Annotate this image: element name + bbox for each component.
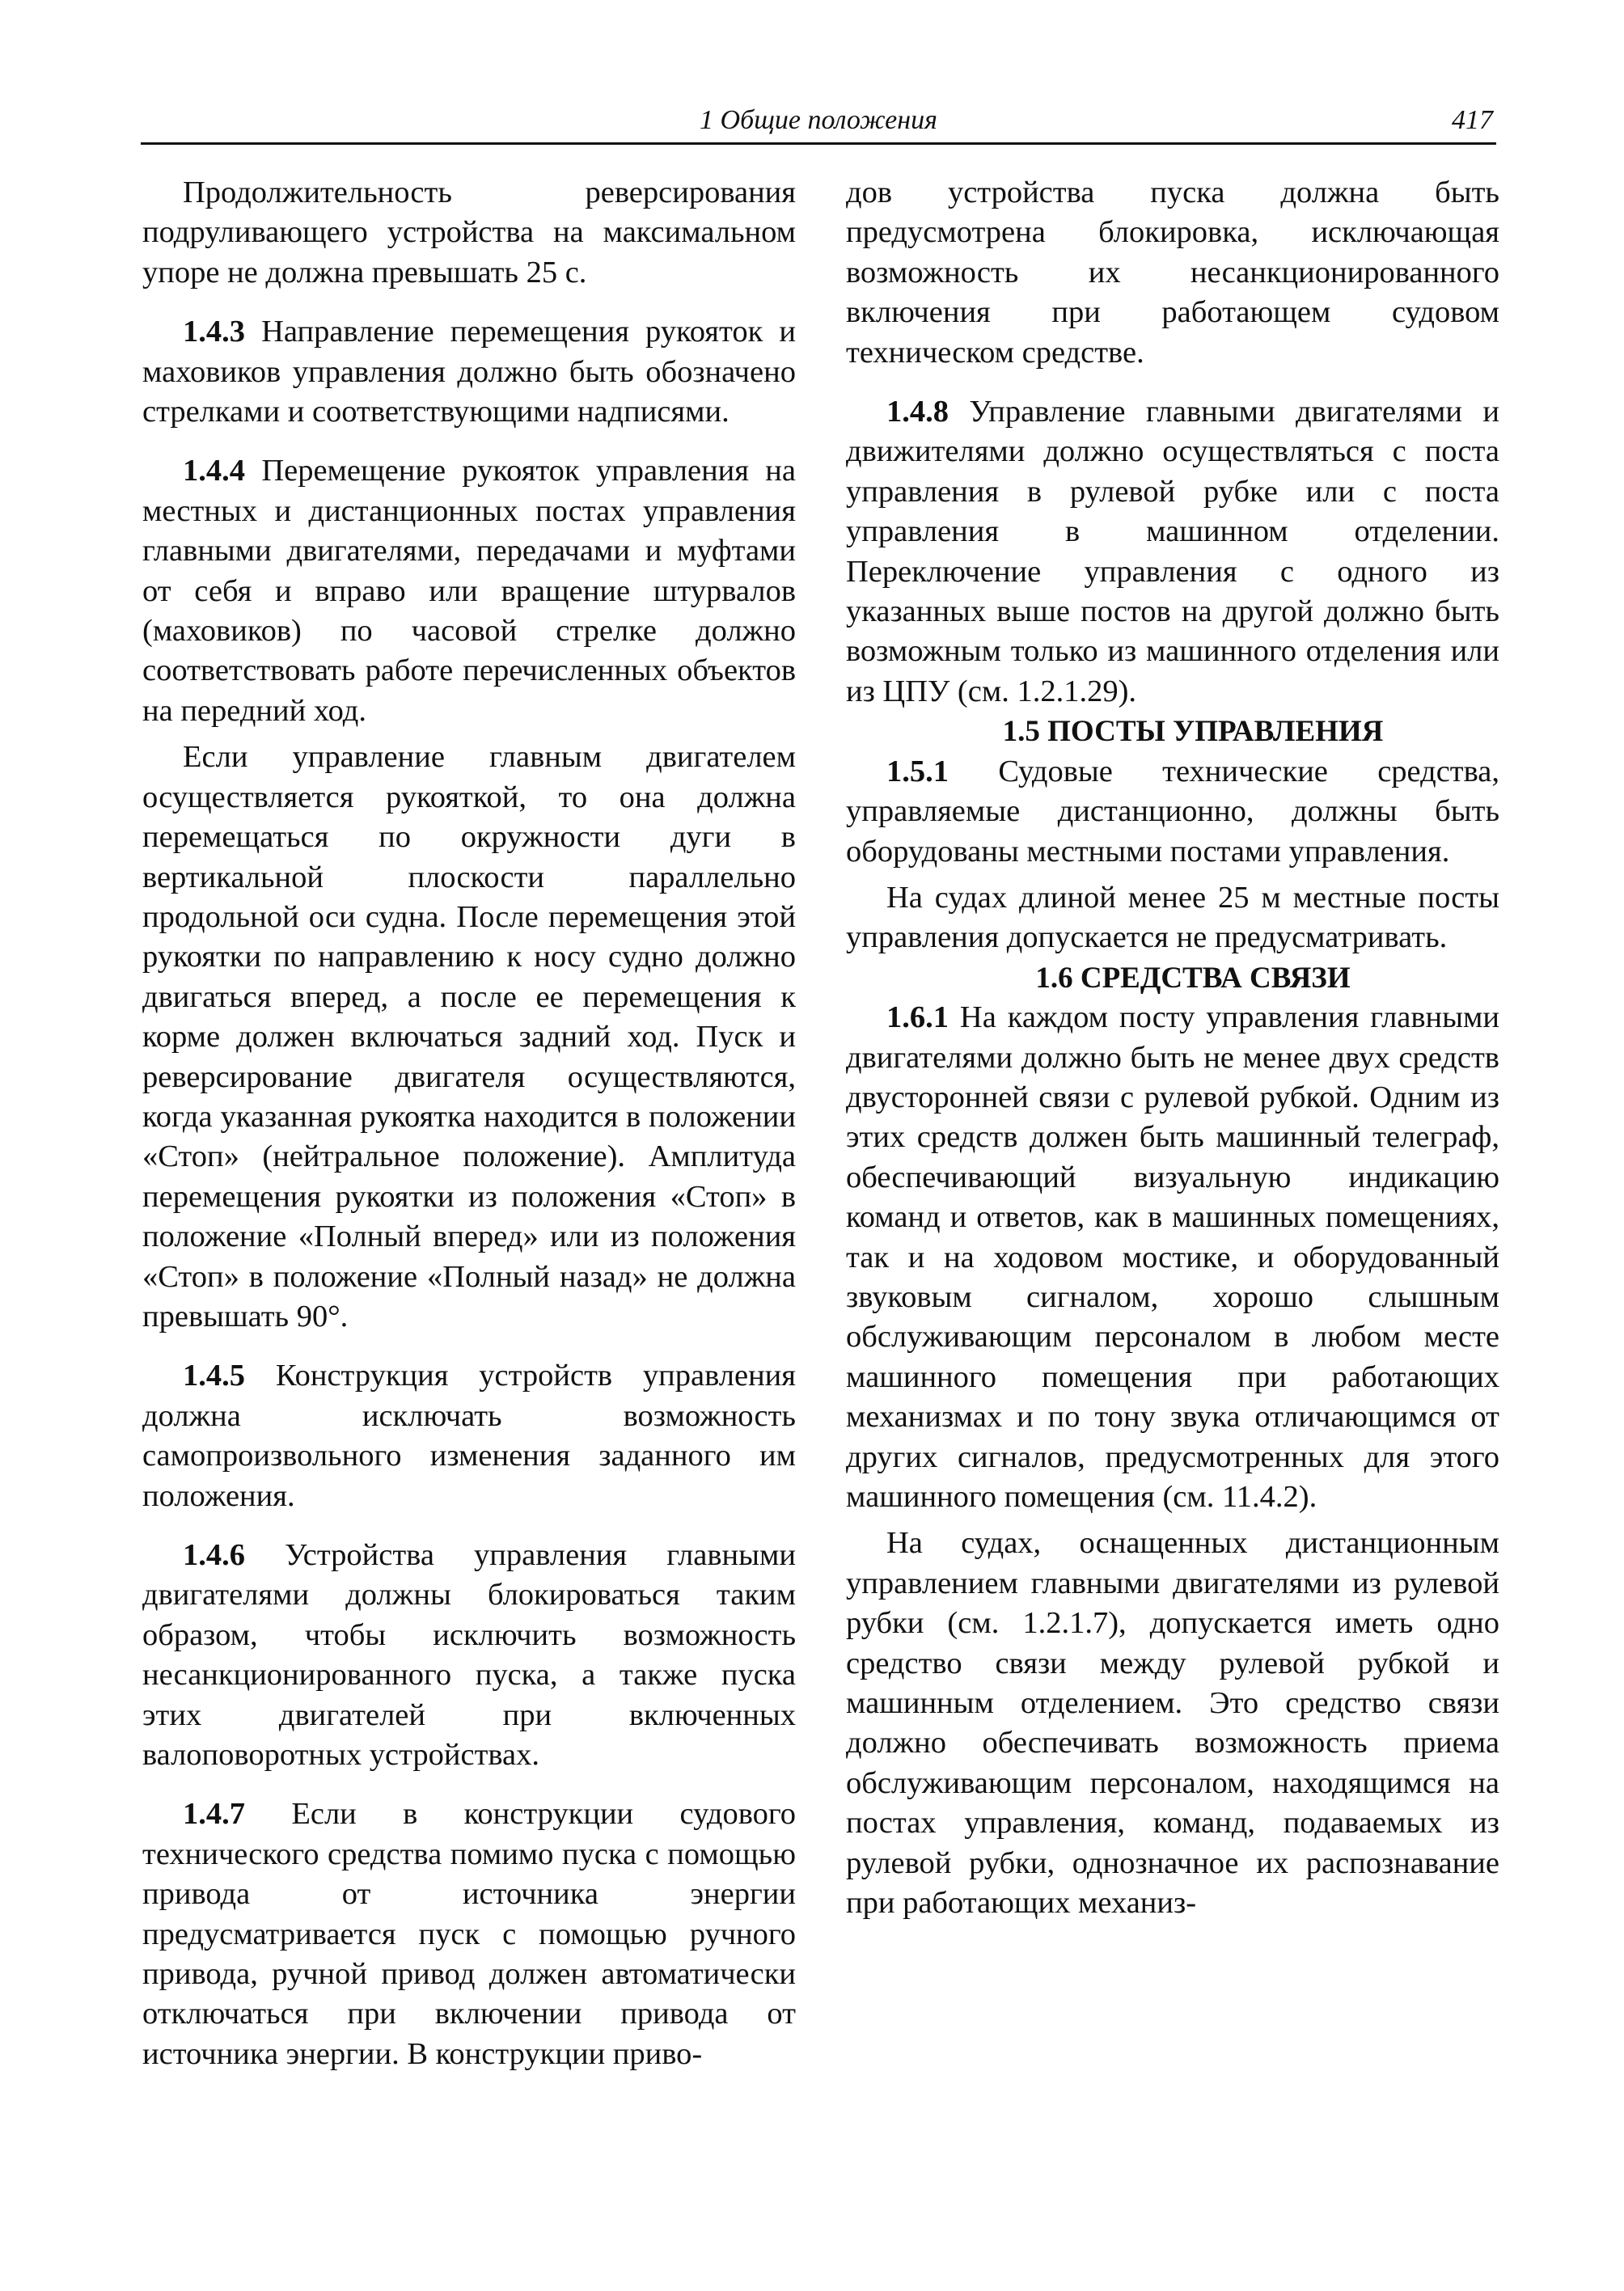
clause-number: 1.4.3 <box>183 315 245 349</box>
clause-number: 1.4.5 <box>183 1359 245 1393</box>
paragraph: Продолжительность реверсирования подруливающего устройства на максимальном упоре не должна превышать 25 с. <box>142 175 796 290</box>
page-header <box>141 102 1496 145</box>
clause-number: 1.5.1 <box>886 754 949 788</box>
clause-number: 1.4.8 <box>886 395 949 429</box>
section-heading-1-6: 1.6 СРЕДСТВА СВЯЗИ <box>1035 961 1351 995</box>
section-heading-1-5: 1.5 ПОСТЫ УПРАВЛЕНИЯ <box>1002 715 1384 749</box>
clause-1-4-7: 1.4.7 Если в конструкции судового технического средства помимо пуска с помощью привода от источника энергии предусматривается пуск с помощью ручного привода, ручной привод должен автоматически отключаться при включении привода от источника энергии. В конструкции приво- <box>142 1797 796 2071</box>
paragraph: На судах, оснащенных дистанционным управлением главными двигателями из рулевой рубки (см. 1.2.1.7), допускается иметь одно средство связи между рулевой рубкой и машинным отделением. Это средство связи должно обеспечивать возможность приема обслуживающим персоналом, находящимся на постах управления, команд, подаваемых из рулевой рубки, однозначное их распознавание при работающих механиз- <box>846 1526 1499 1921</box>
running-title: 1 Общие положения <box>700 105 937 135</box>
clause-number: 1.4.4 <box>183 454 245 488</box>
clause-number: 1.4.7 <box>183 1797 245 1832</box>
clause-1-4-8: 1.4.8 Управление главными двигателями и движителями должно осуществляться с поста управления в рулевой рубке или с поста управления в машинном отделении. Переключение управления с одного из указанных выше постов на другой должно быть возможным только из машинного отделения или из ЦПУ (см. 1.2.1.29). <box>846 395 1499 708</box>
paragraph: Если управление главным двигателем осуществляется рукояткой, то она должна перемещаться по окружности дуги в вертикальной плоскости параллельно продольной оси судна. После перемещения этой рукоятки по направлению к носу судно должно двигаться вперед, а после ее перемещения к корме должен включаться задний ход. Пуск и реверсирование двигателя осуществляются, когда указанная рукоятка находится в положении «Стоп» (нейтральное положение). Амплитуда перемещения рукоятки из положения «Стоп» в положение «Полный вперед» или из положения «Стоп» в положение «Полный назад» не должна превышать 90°. <box>142 740 796 1334</box>
page-number: 417 <box>1452 105 1493 135</box>
clause-number: 1.4.6 <box>183 1538 245 1572</box>
right-column <box>846 173 1499 1923</box>
clause-1-4-5: 1.4.5 Конструкция устройств управления должна исключать возможность самопроизвольного изменения заданного им положения. <box>142 1359 796 1513</box>
paragraph: На судах длиной менее 25 м местные посты управления допускается не предусматривать. <box>846 880 1499 955</box>
clause-1-4-3: 1.4.3 Направление перемещения рукояток и маховиков управления должно быть обозначено стрелками и соответствующими надписями. <box>142 315 796 429</box>
clause-1-4-6: 1.4.6 Устройства управления главными двигателями должны блокироваться таким образом, чтобы исключить возможность несанкционированного пуска, а также пуска этих двигателей при включенных валоповоротных устройствах. <box>142 1538 796 1773</box>
paragraph-continued: дов устройства пуска должна быть предусмотрена блокировка, исключающая возможность их несанкционированного включения при работающем судовом техническом средстве. <box>846 175 1499 370</box>
left-column <box>142 173 796 2074</box>
clause-1-4-4: 1.4.4 Перемещение рукояток управления на местных и дистанционных постах управления главными двигателями, передачами и муфтами от себя и вправо или вращение штурвалов (маховиков) по часовой стрелке должно соответствовать работе перечисленных объектов на передний ход. <box>142 454 796 728</box>
clause-1-5-1: 1.5.1 Судовые технические средства, управляемые дистанционно, должны быть оборудованы местными постами управления. <box>846 754 1499 869</box>
clause-number: 1.6.1 <box>886 1000 949 1035</box>
clause-1-6-1: 1.6.1 На каждом посту управления главными двигателями должно быть не менее двух средств двусторонней связи с рулевой рубкой. Одним из этих средств должен быть машинный телеграф, обеспечивающий визуальную индикацию команд и ответов, как в машинных помещениях, так и на ходовом мостике, и оборудованный звуковым сигналом, хорошо слышным обслуживающим персоналом в любом месте машинного помещения при работающих механизмах и по тону звука отличающимся от других сигналов, предусмотренных для этого машинного помещения (см. 11.4.2). <box>846 1000 1499 1514</box>
